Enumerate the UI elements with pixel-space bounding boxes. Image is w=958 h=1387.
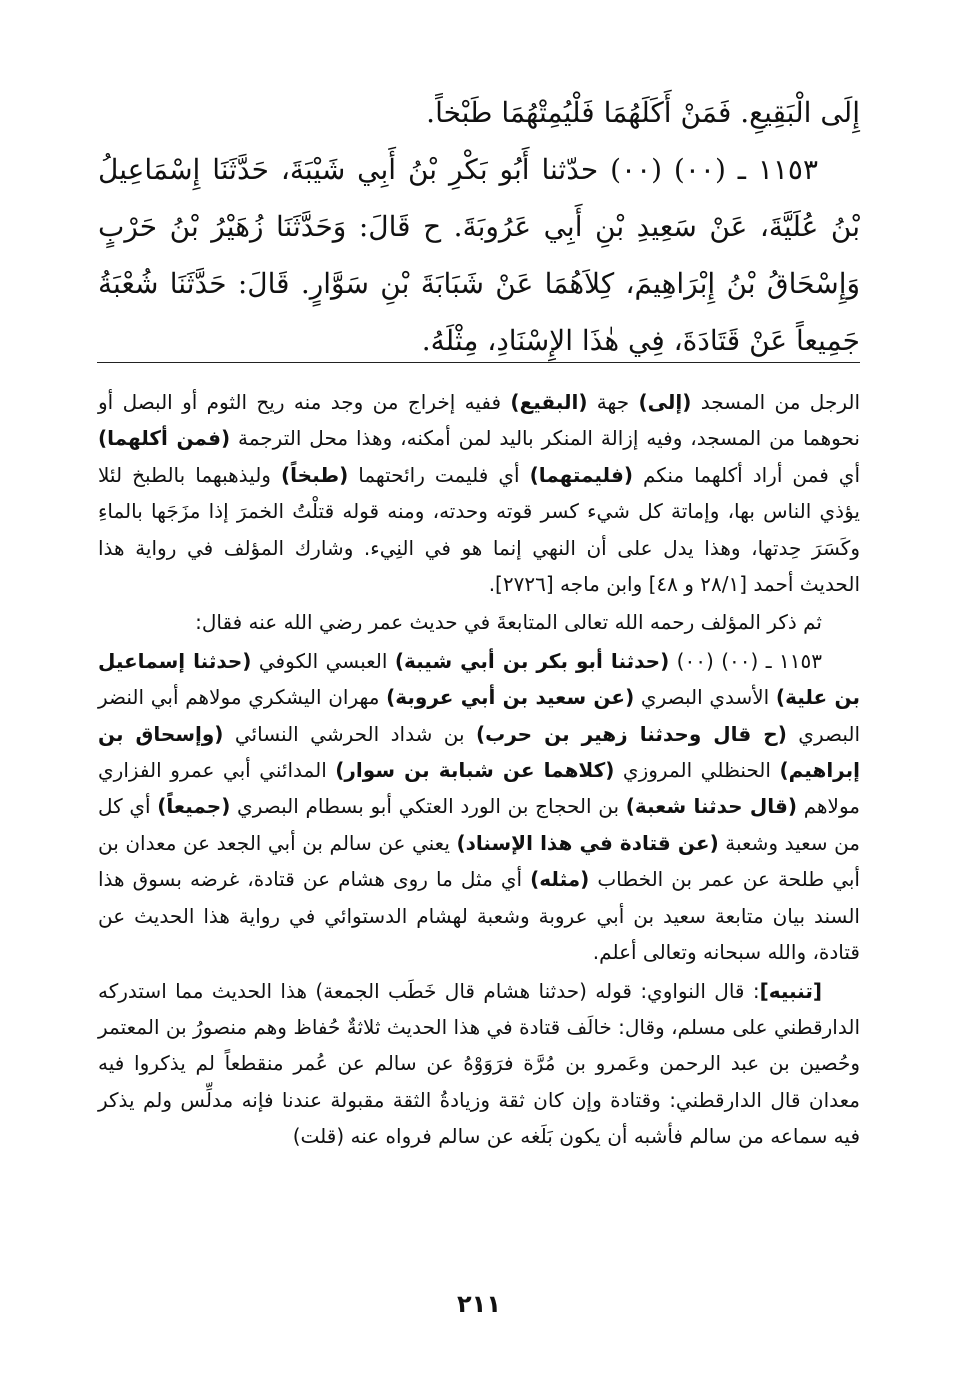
commentary-paragraph-3: ١١٥٣ ـ (٠٠) (٠٠) (حدثنا أبو بكر بن أبي شيبة) العبسي الكوفي (حدثنا إسماعيل بن علية) الأسدي البصري (عن سعيد بن أبي عروبة) مهران اليشكري مولاهم أبي النضر البصري (ح قال وحدثنا زهير بن حرب) بن شداد الحرشي النسائي (وإسحاق بن إبراهيم) الحنظلي المروزي (كلاهما عن شبابة بن سوار) المدائني أبي عمرو الفزاري مولاهم (قال حدثنا شعبة) بن الحجاج بن الورد العتكي أبو بسطام البصري (جميعاً) أي كل من سعيد وشعبة (عن قتادة في هذا الإسناد) يعني عن سالم بن أبي الجعد عن معدان بن أبي طلحة عن عمر بن الخطاب (مثله) أي مثل ما روى هشام عن قتادة، غرضه بسوق هذا السند بيان متابعة سعيد بن أبي عروبة وشعبة لهشام الدستوائي في رواية هذا الحديث عن قتادة، والله سبحانه وتعالى أعلم.: [98, 648, 861, 965]
commentary-paragraph-2: ثم ذكر المؤلف رحمه الله تعالى المتابعةَ في حديث عمر رضي الله عنه فقال:: [195, 610, 822, 635]
commentary-block: [98, 384, 860, 1155]
hadith-continuation-line: إِلَى الْبَقِيعِ. فَمَنْ أَكَلَهُمَا فَلْيُمِتْهُمَا طَبْخاً.: [426, 96, 860, 129]
hadith-1153-text: ١١٥٣ ـ (٠٠) (٠٠) حدّثنا أَبُو بَكْرِ بْنُ أَبِي شَيْبَةَ، حَدَّثَنَا إِسْمَاعِيلُ بْنُ عُلَيَّةَ، عَنْ سَعِيدِ بْنِ أَبِي عَرُوبَةَ. ح قَالَ: وَحَدَّثَنَا زُهَيْرُ بْنُ حَرْبٍ وَإِسْحَاقُ بْنُ إِبْرَاهِيمَ، كِلاَهُمَا عَنْ شَبَابَةَ بْنِ سَوَّارٍ. قَالَ: حَدَّثَنَا شُعْبَةُ جَمِيعاً عَنْ قَتَادَةَ، فِي هٰذَا الإِسْنَادِ، مِثْلَهُ.: [98, 153, 860, 357]
page-number: ٢١١: [457, 1290, 501, 1318]
hadith-text-block: [98, 84, 860, 369]
commentary-paragraph-4: [تنبيه]: قال النواوي: قوله (حدثنا هشام قال خَطَب الجمعة) هذا الحديث مما استدركه الدارقطني على مسلم، وقال: خالَف قتادة في هذا الحديث ثلاثةٌ حُفاظ وهم منصورُ بن المعتمر وحُصين بن عبد الرحمن وعَمرو بن مُرَّة فرَوَوْهُ عن سالم عن عُمر منقطعاً لم يذكروا فيه معدان قال الدارقطني: وقتادة وإن كان ثقة وزيادةُ الثقة مقبولة عندنا فإنه مدلِّس ولم يذكر فيه سماعه من سالم فأشبه أن يكون بَلَغه عن سالم فرواه عنه (قلت): [98, 978, 860, 1149]
commentary-paragraph-1: الرجل من المسجد (إلى) جهة (البقيع) ففيه إخراج من وجد منه ريح الثوم أو البصل أو نحوهما من المسجد، وفيه إزالة المنكر باليد لمن أمكنه، وهذا محل الترجمة (فمن أكلهما) أي فمن أراد أكلهما منكم (فليمتهما) أي فليمت رائحتهما (طبخاً) وليذهبهما بالطبخ لئلا يؤذي الناس بها، وإماتة كل شيء كسر قوته وحدته، ومنه قوله قتلْتُ الخمرَ إذا مزَجَها بالماءِ وكَسَرَ حِدتها، وهذا يدل على أن النهي إنما هو في النِيء. وشارك المؤلف في رواية هذا الحديث أحمد [٢٨/١ و ٤٨] وابن ماجه [٢٧٢٦].: [98, 390, 861, 597]
footnote-divider: [97, 362, 860, 363]
